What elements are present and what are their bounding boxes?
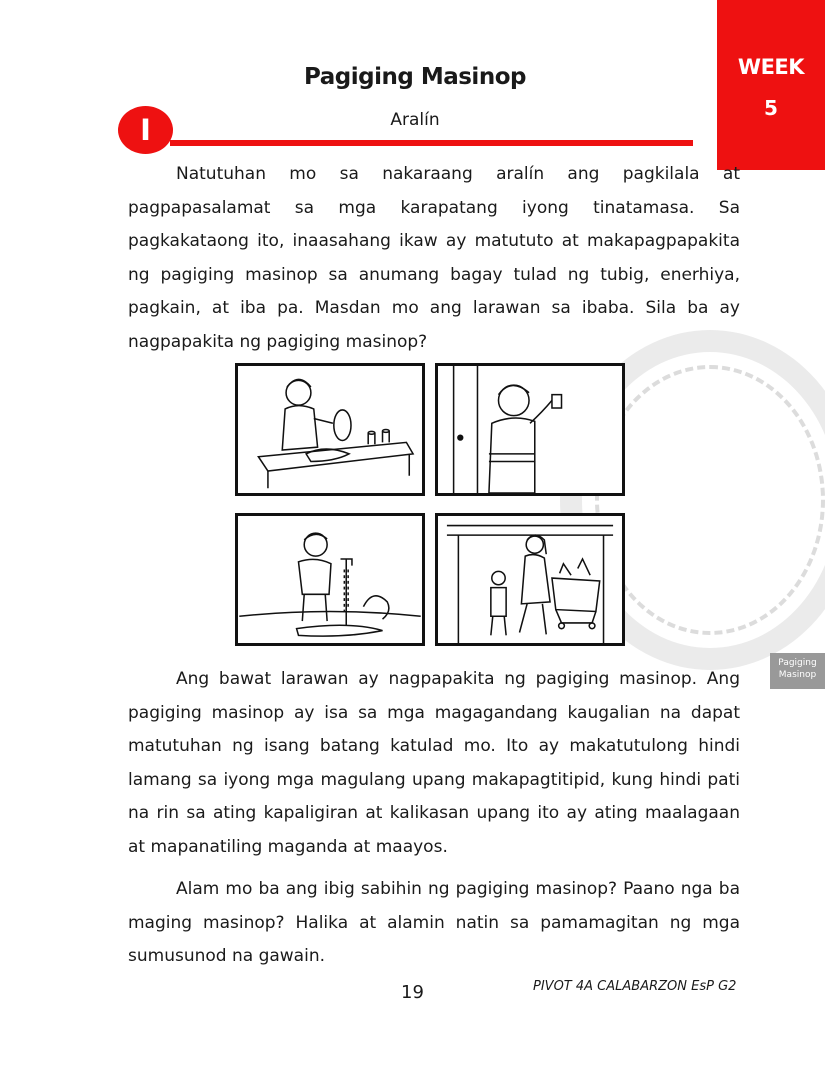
illustration-grid [235, 363, 627, 645]
week-label: WEEK [737, 55, 805, 79]
illustration-boy-at-faucet [235, 513, 425, 646]
intro-paragraph: Natutuhan mo sa nakaraang aralín ang pagkilala at pagpapasalamat sa mga karapatang iyong tinatamasa. Sa pagkakataong ito, inaasahang ikaw ay matututo at makapagpapakita ng pagiging masinop sa anumang bagay tulad ng tubig, enerhiya, pagkain, at iba pa. Masdan mo ang larawan sa ibaba. Sila ba ay nagpapakita ng pagiging masinop? [128, 164, 740, 352]
section-divider [170, 140, 693, 146]
question-paragraph: Alam mo ba ang ibig sabihin ng pagiging masinop? Paano nga ba maging masinop? Halika at alamin natin sa pamamagitan ng mga sumusunod na gawain. [128, 879, 740, 967]
page-number: 19 [401, 982, 424, 1003]
section-letter-badge: I [118, 106, 173, 154]
side-tab-line1: Pagiging [778, 658, 817, 668]
explanation-paragraph: Ang bawat larawan ay nagpapakita ng pagiging masinop. Ang pagiging masinop ay isa sa mga magagandang kaugalian na dapat matutuhan ng isang batang katulad mo. Ito ay makatutulong hindi lamang sa iyong mga magulang upang makapagtitipid, kung hindi pati na rin sa ating kapaligiran at kalikasan upang ito ay ating maalagaan at mapanatiling maganda at maayos. [128, 669, 740, 857]
section-name: Aralín [390, 110, 440, 130]
week-tab [717, 0, 825, 170]
page-title: Pagiging Masinop [304, 64, 526, 90]
side-tab-line2: Masinop [778, 670, 817, 680]
week-number: 5 [764, 96, 778, 120]
seal-watermark-inner [595, 365, 825, 635]
side-tab-topic [770, 653, 825, 689]
illustration-shopping-with-cart [435, 513, 625, 646]
illustration-girl-washing-dishes [235, 363, 425, 496]
footer-code: PIVOT 4A CALABARZON EsP G2 [533, 979, 737, 994]
illustration-boy-switching-off-light [435, 363, 625, 496]
